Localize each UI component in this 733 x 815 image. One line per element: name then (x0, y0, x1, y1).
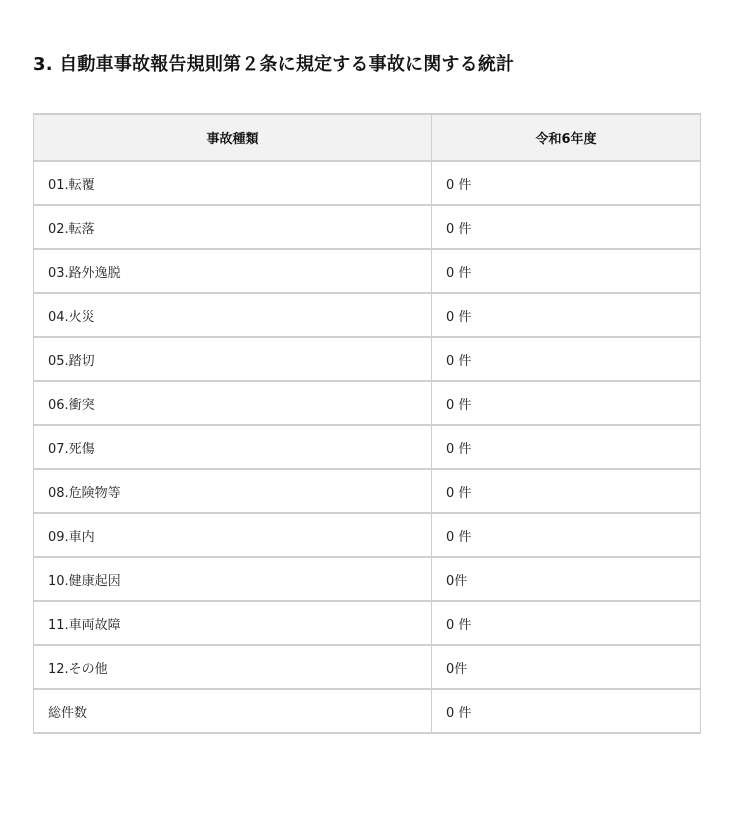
header-accident-type: 事故種類 (34, 114, 432, 161)
accident-count-cell: 0件 (432, 557, 701, 601)
table-row (34, 205, 701, 249)
accident-count-cell: 0 件 (432, 425, 701, 469)
accident-type-cell: 06.衝突 (34, 381, 432, 425)
accident-type-cell: 11.車両故障 (34, 601, 432, 645)
table-row (34, 513, 701, 557)
accident-count-cell: 0 件 (432, 601, 701, 645)
accident-count-cell: 0 件 (432, 381, 701, 425)
total-row (34, 689, 701, 733)
section-title: 3. 自動車事故報告規則第２条に規定する事故に関する統計 (33, 54, 515, 75)
accident-count-cell: 0 件 (432, 161, 701, 205)
accident-statistics-table (33, 113, 701, 734)
table-row (34, 601, 701, 645)
table-row (34, 381, 701, 425)
accident-type-cell: 05.踏切 (34, 337, 432, 381)
table-row (34, 293, 701, 337)
table-row (34, 645, 701, 689)
accident-type-cell: 10.健康起因 (34, 557, 432, 601)
accident-type-cell: 09.車内 (34, 513, 432, 557)
table-header (34, 114, 701, 161)
accident-count-cell: 0 件 (432, 293, 701, 337)
header-row (34, 114, 701, 161)
table-row (34, 337, 701, 381)
total-label-cell: 総件数 (34, 689, 432, 733)
accident-type-cell: 04.火災 (34, 293, 432, 337)
table-row (34, 557, 701, 601)
table-row (34, 469, 701, 513)
accident-count-cell: 0 件 (432, 249, 701, 293)
total-count-cell: 0 件 (432, 689, 701, 733)
accident-count-cell: 0 件 (432, 513, 701, 557)
accident-count-cell: 0 件 (432, 469, 701, 513)
header-fiscal-year: 令和6年度 (432, 114, 701, 161)
accident-count-cell: 0 件 (432, 337, 701, 381)
accident-count-cell: 0 件 (432, 205, 701, 249)
accident-type-cell: 12.その他 (34, 645, 432, 689)
accident-type-cell: 01.転覆 (34, 161, 432, 205)
table-row (34, 161, 701, 205)
accident-type-cell: 08.危険物等 (34, 469, 432, 513)
table-row (34, 249, 701, 293)
accident-type-cell: 03.路外逸脱 (34, 249, 432, 293)
table-body (34, 161, 701, 733)
accident-type-cell: 02.転落 (34, 205, 432, 249)
accident-count-cell: 0件 (432, 645, 701, 689)
table-row (34, 425, 701, 469)
accident-type-cell: 07.死傷 (34, 425, 432, 469)
